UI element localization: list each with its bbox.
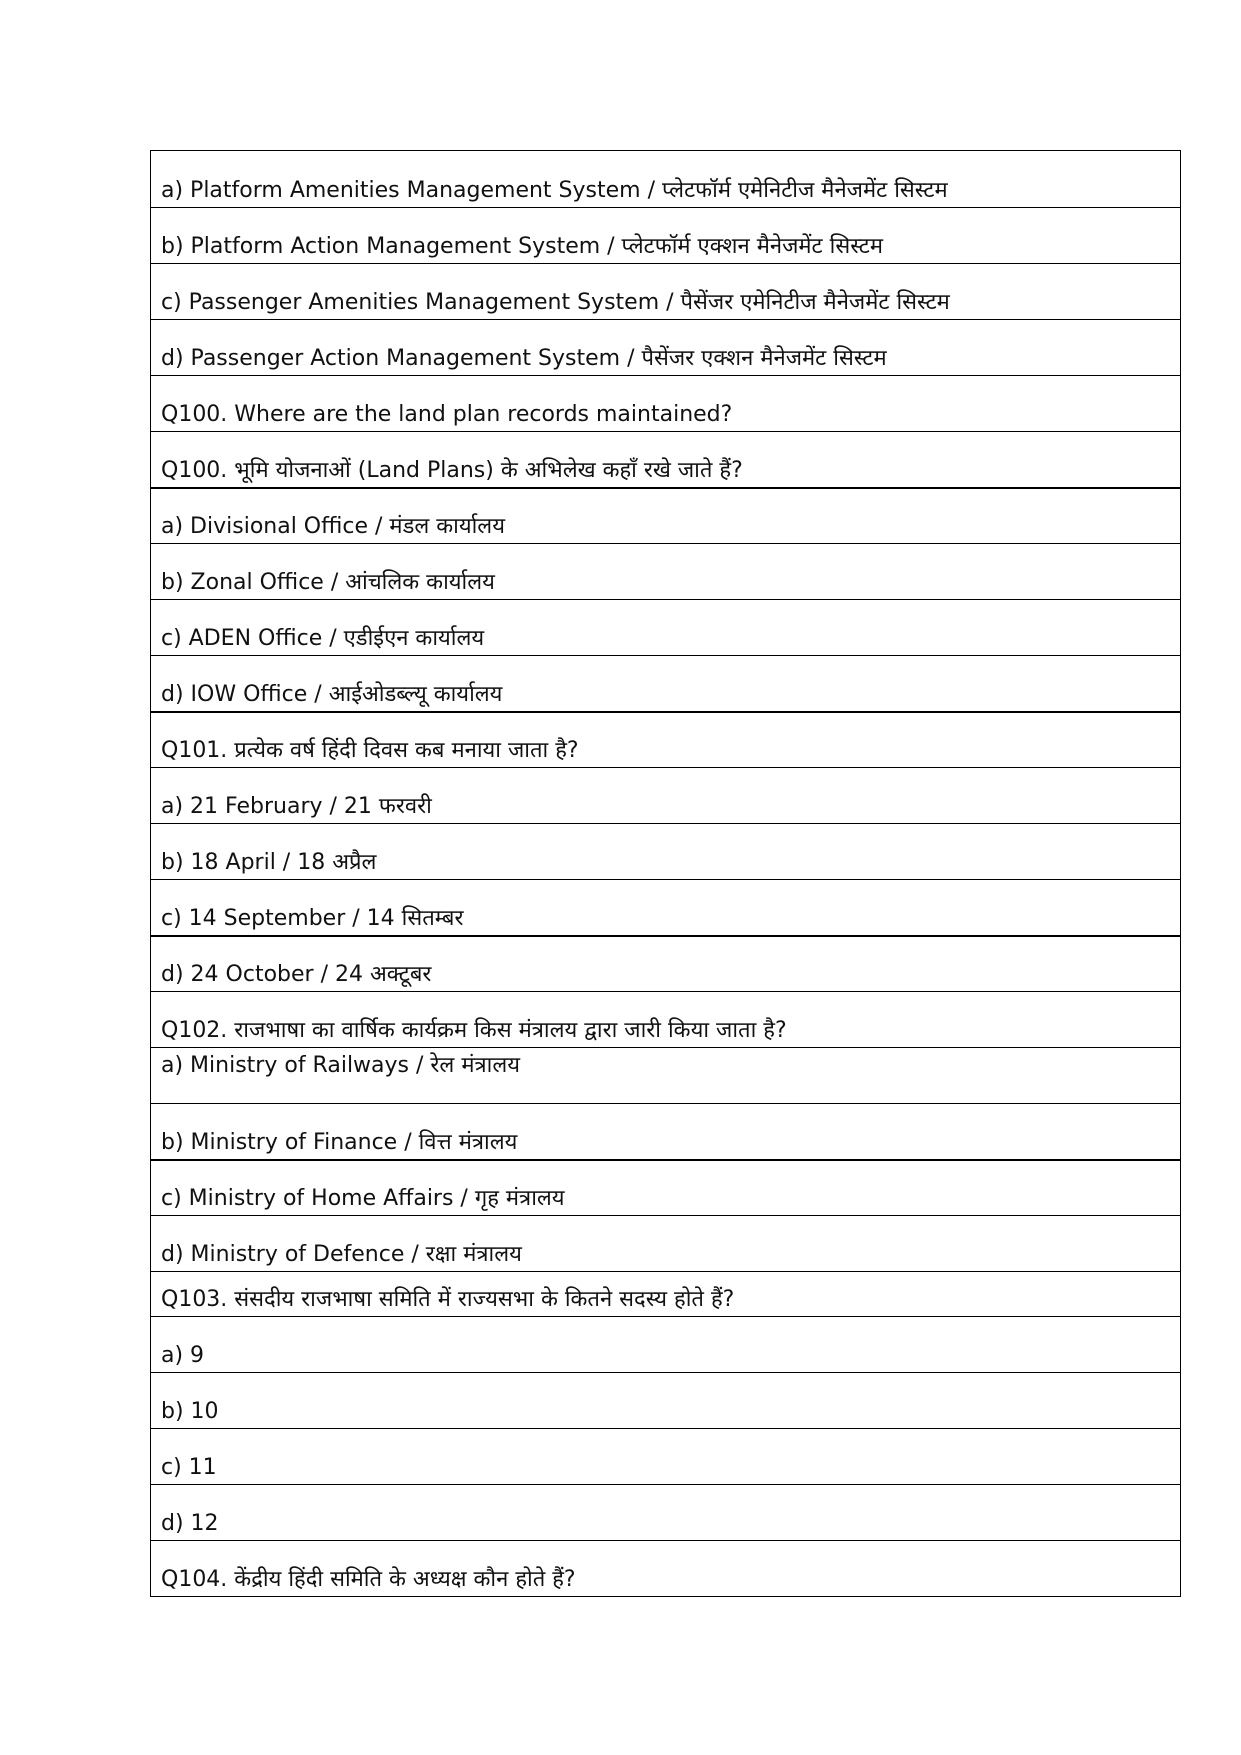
option-row	[151, 1428, 1180, 1484]
option-row	[151, 767, 1180, 823]
option-text: d) Ministry of Defence / रक्षा मंत्रालय	[161, 1242, 522, 1267]
option-text: d) 24 October / 24 अक्टूबर	[161, 962, 432, 987]
question-row	[151, 1540, 1180, 1596]
option-row	[151, 207, 1180, 263]
question-row	[151, 991, 1180, 1047]
option-text: b) Platform Action Management System / प्लेटफॉर्म एक्शन मैनेजमेंट सिस्टम	[161, 234, 884, 259]
option-text: b) Ministry of Finance / वित्त मंत्रालय	[161, 1130, 518, 1155]
option-row	[151, 1372, 1180, 1428]
option-text: a) 21 February / 21 फरवरी	[161, 794, 432, 819]
question-text: Q103. संसदीय राजभाषा समिति में राज्यसभा के कितने सदस्य होते हैं?	[161, 1287, 735, 1312]
option-row	[151, 1103, 1180, 1159]
option-row	[151, 1159, 1180, 1215]
option-text: c) 11	[161, 1455, 217, 1480]
question-text: Q101. प्रत्येक वर्ष हिंदी दिवस कब मनाया जाता है?	[161, 738, 579, 763]
question-text: Q100. भूमि योजनाओं (Land Plans) के अभिलेख कहाँ रखे जाते हैं?	[161, 458, 743, 483]
option-text: c) Ministry of Home Affairs / गृह मंत्रालय	[161, 1186, 565, 1211]
option-row	[151, 1047, 1180, 1103]
option-text: d) 12	[161, 1511, 219, 1536]
question-row	[151, 711, 1180, 767]
option-text: b) 10	[161, 1399, 219, 1424]
option-row	[151, 1215, 1180, 1271]
option-text: a) Platform Amenities Management System / प्लेटफॉर्म एमेनिटीज मैनेजमेंट सिस्टम	[161, 178, 948, 203]
option-text: d) IOW Office / आईओडब्ल्यू कार्यालय	[161, 682, 503, 707]
option-row	[151, 599, 1180, 655]
option-row	[151, 1484, 1180, 1540]
option-text: a) 9	[161, 1343, 205, 1368]
option-row	[151, 935, 1180, 991]
option-row	[151, 655, 1180, 711]
option-text: a) Divisional Office / मंडल कार्यालय	[161, 514, 505, 539]
option-row	[151, 1316, 1180, 1372]
option-text: d) Passenger Action Management System / पैसेंजर एक्शन मैनेजमेंट सिस्टम	[161, 346, 887, 371]
option-row	[151, 543, 1180, 599]
option-text: c) Passenger Amenities Management System / पैसेंजर एमेनिटीज मैनेजमेंट सिस्टम	[161, 290, 950, 315]
option-row	[151, 879, 1180, 935]
question-text: Q102. राजभाषा का वार्षिक कार्यक्रम किस मंत्रालय द्वारा जारी किया जाता है?	[161, 1018, 787, 1043]
option-row	[151, 487, 1180, 543]
option-row	[151, 823, 1180, 879]
question-text: Q100. Where are the land plan records maintained?	[161, 402, 733, 427]
option-row	[151, 151, 1180, 207]
option-text: c) ADEN Office / एडीईएन कार्यालय	[161, 626, 485, 651]
option-row	[151, 263, 1180, 319]
question-table	[150, 150, 1181, 1597]
option-text: b) Zonal Office / आंचलिक कार्यालय	[161, 570, 495, 595]
question-text: Q104. केंद्रीय हिंदी समिति के अध्यक्ष कौन होते हैं?	[161, 1567, 576, 1592]
question-row	[151, 431, 1180, 487]
option-text: c) 14 September / 14 सितम्बर	[161, 906, 464, 931]
option-text: a) Ministry of Railways / रेल मंत्रालय	[161, 1053, 520, 1078]
option-text: b) 18 April / 18 अप्रैल	[161, 850, 377, 875]
question-row	[151, 375, 1180, 431]
question-row	[151, 1271, 1180, 1316]
option-row	[151, 319, 1180, 375]
